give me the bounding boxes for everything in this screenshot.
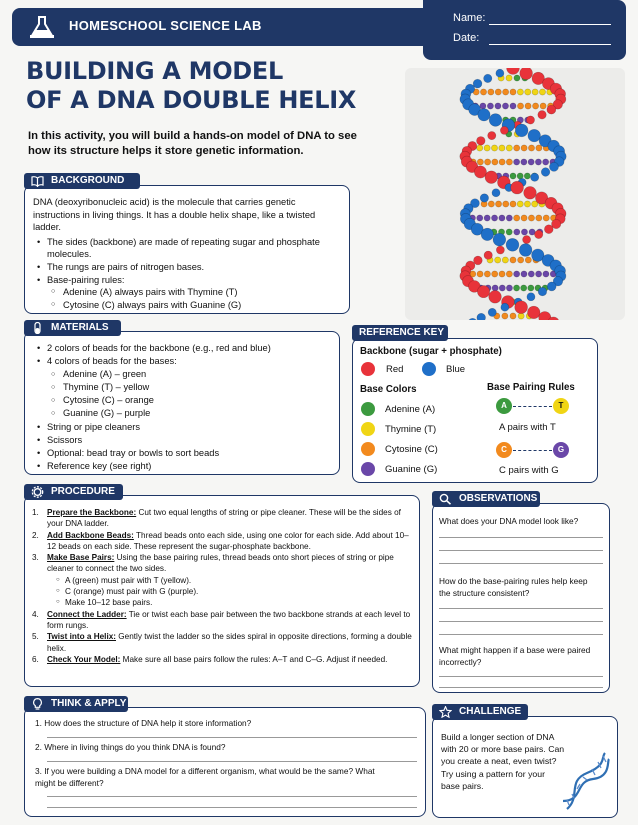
bead [499,271,505,277]
bead [506,271,512,277]
think-apply-heading-label: THINK & APPLY [51,698,127,709]
bead [547,282,556,291]
bead [506,215,512,221]
reference-key-box [352,338,598,483]
bead [506,159,512,165]
pair-bond [513,406,552,407]
challenge-box [432,716,618,818]
bead [489,290,502,303]
bead [519,244,532,257]
list-item: • The rungs are pairs of nitrogen bases. [33,261,343,274]
answer-line[interactable] [439,687,603,688]
bead [514,271,520,277]
bead [488,201,494,207]
thymine-swatch [361,422,375,436]
bead [496,246,504,254]
intro-text: In this activity, you will build a hands-on model of DNA to see how its structure helps it store genetic information. [28,130,357,157]
bead [538,111,546,119]
procedure-step: 2. Add Backbone Beads: Thread beads onto each side, using one color for each side. Add about 10–12 beads on each side. These represent the sugar-phosphate backbone. [32,530,409,551]
bead [527,293,535,301]
think-question: 1. How does the structure of DNA help it store information? [35,718,252,728]
bead [525,103,531,109]
bead [544,225,553,234]
bead [488,308,496,316]
bead [528,215,534,221]
procedure-substep: ○ Make 10–12 base pairs. [47,597,413,608]
list-item: • 4 colors of beads for the bases: [33,355,333,368]
bead [478,109,490,121]
bead [547,105,556,114]
dna-model-photo [405,68,625,320]
pair-bond [513,450,552,451]
bead [477,285,489,297]
bead [525,257,531,263]
observation-question: What does your DNA model look like? [439,516,579,526]
challenge-heading-label: CHALLENGE [459,706,522,717]
pairing-rules-label: Base Pairing Rules [487,382,575,393]
answer-line[interactable] [439,550,603,551]
blue-bead-swatch [422,362,436,376]
bead [507,68,520,74]
bead [480,103,486,109]
bead [521,229,527,235]
materials-heading-label: MATERIALS [51,322,109,333]
bead [535,159,541,165]
lightbulb-icon [31,698,44,710]
answer-line[interactable] [439,608,603,609]
procedure-heading-label: PROCEDURE [51,486,115,497]
bead [492,271,498,277]
guanine-swatch [361,462,375,476]
bead [506,75,512,81]
procedure-substep: ○ A (green) must pair with T (yellow). [47,575,413,586]
bead [485,171,498,184]
name-label: Name: [453,12,486,24]
list-item: ○ Cytosine (C) – orange [33,394,333,407]
list-item: ○ Adenine (A) always pairs with Thymine (T) [33,286,343,299]
bead [524,201,530,207]
procedure-step: 4. Connect the Ladder: Tie or twist each base pair between the two backbone strands at each level to form rungs. [32,609,411,630]
cytosine-pair-bead: C [496,442,512,458]
name-line[interactable] [489,24,611,25]
bead [514,215,520,221]
bead [506,285,512,291]
think-question: 2. Where in living things do you think DNA is found? [35,742,226,752]
bead [514,229,520,235]
list-item: ○ Adenine (A) – green [33,368,333,381]
blue-label: Blue [446,364,466,375]
bead [503,201,509,207]
bead [503,89,509,95]
bead [541,168,550,177]
bead [492,159,498,165]
observations-box [432,503,610,693]
bead [521,159,527,165]
bead [532,103,538,109]
list-item: • 2 colors of beads for the backbone (e.g., red and blue) [33,342,333,355]
bead [495,103,501,109]
bead [477,159,483,165]
date-line[interactable] [489,44,611,45]
materials-heading [24,320,121,336]
bead [484,271,490,277]
bead [474,166,486,178]
red-label: Red [386,364,404,375]
bead [526,116,534,124]
cytosine-label: Cytosine (C) [385,444,438,455]
bead [521,215,527,221]
bead [496,69,504,77]
dna-bead-helix [405,68,625,320]
background-heading-label: BACKGROUND [51,175,125,186]
bead [528,145,534,151]
observation-question: What might happen if a base were paired incorrectly? [439,645,591,667]
bead [528,271,534,277]
list-item: • The sides (backbone) are made of repeating sugar and phosphate molecules. [33,236,343,261]
bead [538,287,547,296]
bead [524,186,537,199]
answer-line[interactable] [47,761,417,762]
at-pair-label: A pairs with T [499,422,556,433]
title-line-1: BUILDING A MODEL [26,57,284,85]
bead [524,173,530,179]
bead [534,230,542,238]
bead [484,145,490,151]
answer-line[interactable] [47,807,417,808]
bead [510,201,516,207]
procedure-box [24,495,420,687]
bead [506,145,512,151]
bead [477,145,483,151]
bead [536,145,542,151]
list-item: ○ Cytosine (C) always pairs with Guanine (G) [33,299,343,312]
bead [484,215,490,221]
observations-heading-label: OBSERVATIONS [459,493,538,504]
page-title [26,57,356,115]
challenge-heading [432,704,528,720]
bead [510,103,516,109]
bead [502,103,508,109]
bead [510,313,516,319]
bead [528,285,534,291]
thymine-pair-bead: T [553,398,569,414]
answer-line[interactable] [439,537,603,538]
bead [495,257,501,263]
bead [495,201,501,207]
cytosine-swatch [361,442,375,456]
book-icon [31,175,44,187]
bead [487,103,493,109]
magnifier-icon [439,493,452,505]
think-apply-heading [24,696,128,712]
answer-line[interactable] [439,563,603,564]
bead [521,271,527,277]
bead [501,303,509,311]
bead [499,215,505,221]
observations-heading [432,491,540,507]
guanine-label: Guanine (G) [385,464,438,475]
bead [484,74,492,82]
bead [514,75,520,81]
observation-question: How do the base-pairing rules help keep the structure consistent? [439,576,588,598]
answer-line[interactable] [439,621,603,622]
bead [514,145,520,151]
bead [480,194,488,202]
bead [491,145,497,151]
bead [514,159,520,165]
bead [506,229,512,235]
flask-icon [28,15,56,39]
bead [495,89,501,95]
bead [543,215,549,221]
bead [527,306,540,319]
bead [543,271,549,277]
bead [492,285,498,291]
bead [523,236,531,244]
date-field[interactable] [453,32,479,44]
bead [532,89,538,95]
bead [502,313,508,319]
list-item: • Reference key (see right) [33,460,333,473]
gear-icon [31,486,44,498]
base-colors-label: Base Colors [360,384,417,395]
bead [517,89,523,95]
test-tube-icon [31,322,44,334]
bead [510,173,516,179]
bead [521,145,527,151]
bead [477,215,483,221]
bead [491,215,497,221]
guanine-pair-bead: G [553,442,569,458]
bead [477,271,483,277]
bead [520,68,533,80]
procedure-step: 6. Check Your Model: Make sure all base pairs follow the rules: A–T and C–G. Adjust if needed. [32,654,388,664]
bead [499,285,505,291]
cg-pair-label: C pairs with G [499,465,559,476]
backbone-label: Backbone (sugar + phosphate) [360,346,502,357]
list-item: • Scissors [33,434,333,447]
bead [485,159,491,165]
bead [468,318,477,320]
name-field[interactable] [453,12,485,24]
title-line-2: OF A DNA DOUBLE HELIX [26,86,357,114]
bead [489,114,502,127]
list-item: ○ Guanine (G) – purple [33,407,333,420]
star-icon [439,706,452,718]
bead [531,173,539,181]
bead [477,136,486,145]
bead [477,313,486,320]
bead [506,238,519,251]
bead [536,271,542,277]
procedure-step: 1. Prepare the Backbone: Cut two equal lengths of string or pipe cleaner. These will be the sides of your DNA ladder. [32,508,401,529]
bead [481,228,493,240]
think-question: 3. If you were building a DNA model for a different organism, what would be the same? What might be different? [35,766,375,788]
bead [484,251,492,259]
bead [500,126,508,134]
bead [510,257,516,263]
bead [521,285,527,291]
bead [528,129,541,142]
answer-line[interactable] [439,676,603,677]
red-bead-swatch [361,362,375,376]
bead [515,301,528,314]
thymine-label: Thymine (T) [385,424,437,435]
bead [549,162,558,171]
bead [488,89,494,95]
bead [539,89,545,95]
background-box [24,185,350,314]
bead [528,159,534,165]
bead [515,124,528,137]
bead [513,285,519,291]
bead [518,257,524,263]
adenine-swatch [361,402,375,416]
bead [510,89,516,95]
list-item: • Optional: bead tray or bowls to sort beads [33,447,333,460]
reference-key-heading: REFERENCE KEY [352,325,448,341]
adenine-pair-bead: A [496,398,512,414]
name-date-panel [423,0,626,60]
adenine-label: Adenine (A) [385,404,436,415]
date-label: Date: [453,32,480,44]
procedure-substep: ○ C (orange) must pair with G (purple). [47,586,413,597]
bead [488,131,496,139]
bead [499,145,505,151]
challenge-text: Build a longer section of DNA with 20 or more base pairs. Can you create a neat, even twist? Try using a pattern for your base pairs. [441,732,565,791]
bead [474,256,483,265]
bead [499,159,505,165]
bead [502,257,508,263]
bead [480,89,486,95]
site-name: HOMESCHOOL SCIENCE LAB [69,18,262,33]
bead [525,89,531,95]
list-item: • Base-pairing rules: [33,274,343,287]
bead [493,233,506,246]
answer-line[interactable] [439,634,603,635]
answer-line[interactable] [47,737,417,738]
procedure-heading [24,484,123,500]
bead [543,159,549,165]
bead [492,189,500,197]
procedure-step: 5. Twist into a Helix: Gently twist the ladder so the sides spiral in opposite directions, forming a double helix. [32,632,412,653]
list-item: ○ Thymine (T) – yellow [33,381,333,394]
bead [517,201,523,207]
materials-box [24,331,340,475]
answer-line[interactable] [47,796,417,797]
bead [511,181,524,194]
background-paragraph: DNA (deoxyribonucleic acid) is the molecule that carries genetic instructions in living things. It has a double helix shape, like a twisted ladder. [33,197,316,233]
think-apply-box [24,707,426,817]
list-item: • String or pipe cleaners [33,421,333,434]
dna-helix-icon [561,751,611,813]
background-heading [24,173,140,189]
bead [540,103,546,109]
bead [536,215,542,221]
bead [517,103,523,109]
procedure-step: 3. Make Base Pairs: Using the base pairing rules, thread beads onto short pieces of string or pipe cleaner to connect the two sides. ○ A (green) must pair with T (yellow). ○ C (orange) must pair with G (purple). ○ Make 10–12 base pairs. [29,552,413,608]
